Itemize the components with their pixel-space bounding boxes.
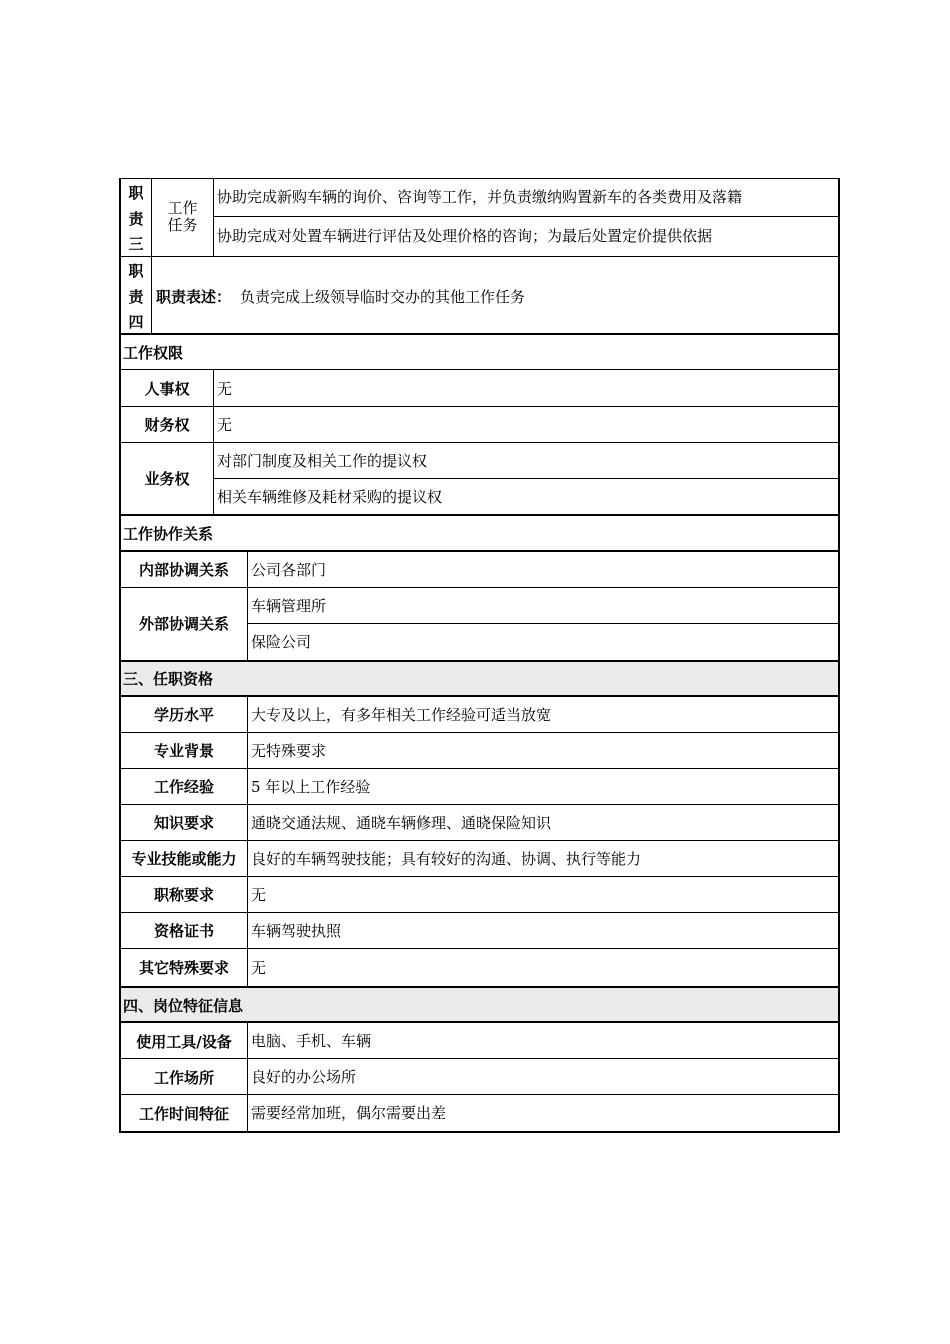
- divider: [119, 256, 840, 257]
- position-value: 需要经常加班，偶尔需要出差: [251, 1104, 447, 1122]
- section-title: 工作权限: [123, 344, 184, 362]
- position-label: 工作场所: [153, 1069, 214, 1087]
- divider: [119, 514, 840, 516]
- position-value: 电脑、手机、车辆: [251, 1032, 372, 1050]
- duty-description-label: 职责表述：: [156, 288, 232, 306]
- divider: [119, 587, 840, 588]
- duty3-label-char: 职: [128, 184, 144, 202]
- section-title: 四、岗位特征信息: [123, 997, 244, 1015]
- qualification-label: 知识要求: [153, 814, 214, 832]
- business-value: 对部门制度及相关工作的提议权: [217, 452, 428, 470]
- duty-description-text: 负责完成上级领导临时交办的其他工作任务: [240, 288, 526, 306]
- external-value: 车辆管理所: [251, 597, 327, 615]
- external-label: 外部协调关系: [138, 615, 229, 633]
- qualification-value: 大专及以上，有多年相关工作经验可适当放宽: [251, 706, 552, 724]
- external-value: 保险公司: [251, 633, 312, 651]
- qualification-value: 良好的车辆驾驶技能；具有较好的沟通、协调、执行等能力: [251, 850, 642, 868]
- divider: [119, 442, 840, 443]
- divider: [247, 696, 248, 987]
- qualification-value: 通晓交通法规、通晓车辆修理、通晓保险知识: [251, 814, 552, 832]
- task-text: 协助完成对处置车辆进行评估及处理价格的咨询；为最后处置定价提供依据: [217, 227, 713, 245]
- divider: [119, 876, 840, 877]
- divider: [151, 256, 152, 334]
- qualification-value: 无: [251, 886, 267, 904]
- divider: [119, 768, 840, 769]
- divider: [213, 478, 839, 479]
- divider: [119, 948, 840, 949]
- qualification-label: 学历水平: [153, 706, 214, 724]
- divider: [247, 623, 839, 624]
- task-label: 工作: [167, 199, 198, 217]
- qualification-label: 其它特殊要求: [138, 959, 229, 977]
- task-label: 任务: [167, 216, 198, 234]
- duty4-label-char: 职: [128, 262, 144, 280]
- qualification-value: 车辆驾驶执照: [251, 922, 342, 940]
- qualification-label: 工作经验: [153, 778, 214, 796]
- business-label: 业务权: [144, 470, 190, 488]
- duty3-label-char: 责: [128, 210, 144, 228]
- section-shade-qualification: [121, 662, 838, 696]
- personnel-value: 无: [217, 380, 233, 398]
- divider: [119, 840, 840, 841]
- divider: [119, 1058, 840, 1059]
- divider: [213, 178, 214, 256]
- duty4-label-char: 四: [128, 313, 144, 331]
- outer-border-right: [838, 178, 840, 1133]
- qualification-label: 资格证书: [153, 922, 214, 940]
- divider: [213, 216, 839, 217]
- divider: [119, 369, 840, 370]
- divider: [119, 986, 840, 988]
- qualification-label: 专业技能或能力: [131, 850, 237, 868]
- finance-label: 财务权: [144, 416, 190, 434]
- divider: [119, 732, 840, 733]
- internal-value: 公司各部门: [251, 561, 327, 579]
- qualification-value: 无特殊要求: [251, 742, 327, 760]
- divider: [119, 1021, 840, 1023]
- qualification-value: 5 年以上工作经验: [251, 778, 371, 796]
- position-value: 良好的办公场所: [251, 1068, 357, 1086]
- divider: [119, 406, 840, 407]
- divider: [119, 1094, 840, 1095]
- section-title: 工作协作关系: [123, 525, 214, 543]
- position-label: 工作时间特征: [138, 1105, 229, 1123]
- outer-border-top: [119, 178, 840, 179]
- duty4-label-char: 责: [128, 288, 144, 306]
- task-text: 协助完成新购车辆的询价、咨询等工作，并负责缴纳购置新车的各类费用及落籍: [217, 188, 743, 206]
- divider: [119, 804, 840, 805]
- internal-label: 内部协调关系: [138, 561, 229, 579]
- personnel-label: 人事权: [144, 380, 190, 398]
- duty3-label-char: 三: [128, 235, 144, 253]
- section-title: 三、任职资格: [123, 670, 214, 688]
- divider: [247, 1022, 248, 1132]
- divider: [119, 912, 840, 913]
- business-value: 相关车辆维修及耗材采购的提议权: [217, 488, 443, 506]
- qualification-label: 职称要求: [153, 886, 214, 904]
- divider: [119, 695, 840, 697]
- qualification-label: 专业背景: [153, 742, 214, 760]
- position-label: 使用工具/设备: [136, 1033, 232, 1051]
- outer-border-bottom: [119, 1131, 840, 1133]
- divider: [119, 660, 840, 662]
- divider: [119, 550, 840, 552]
- finance-value: 无: [217, 416, 233, 434]
- divider: [247, 551, 248, 661]
- qualification-value: 无: [251, 959, 267, 977]
- divider: [119, 333, 840, 335]
